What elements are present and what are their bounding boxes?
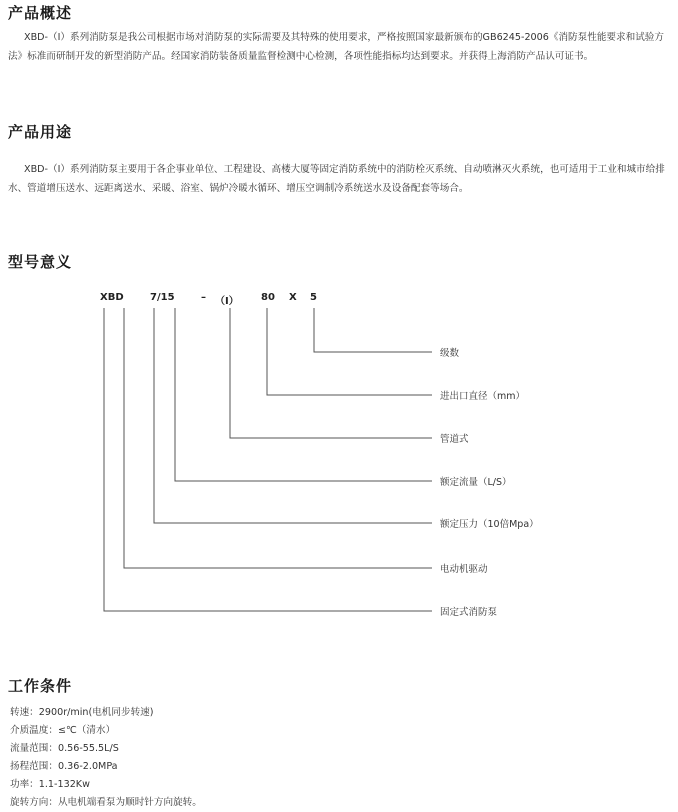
label-pressure: 额定压力（10倍Mpa）: [440, 519, 539, 530]
overview-heading: 产品概述: [8, 4, 73, 22]
code-x: X: [289, 292, 297, 303]
code-xbd: XBD: [100, 292, 124, 303]
label-stages: 级数: [440, 348, 460, 359]
code-type: （Ⅰ）: [215, 296, 239, 307]
usage-text: XBD-（Ⅰ）系列消防泵主要用于各企事业单位、工程建设、高楼大厦等固定消防系统中的消防栓灭系统、自动喷淋灭火系统，也可适用于工业和城市给排水、管道增压送水、远距离送水、采暖、浴室、锅炉冷暖水循环、增压空调制冷系统送水及设备配套等场合。: [8, 164, 665, 194]
label-pipeline: 管道式: [440, 434, 469, 445]
label-diameter: 进出口直径（mm）: [440, 391, 526, 402]
condition-head-range: 扬程范围：0.36-2.0MPa: [10, 761, 118, 772]
label-fixed-pump: 固定式消防泵: [440, 607, 498, 618]
leader-line-type: [230, 308, 432, 438]
leader-line-fixed: [104, 308, 432, 611]
code-pressure-flow: 7/15: [150, 292, 175, 303]
condition-temperature: 介质温度：≤℃（清水）: [10, 725, 116, 736]
usage-heading: 产品用途: [8, 123, 73, 141]
overview-text: XBD-（Ⅰ）系列消防泵是我公司根据市场对消防泵的实际需要及其特殊的使用要求，严格按照国家最新颁布的GB6245-2006《消防泵性能要求和试验方法》标准而研制开发的新型消防产品。经国家消防装备质量监督检测中心检测，各项性能指标均达到要求。并获得上海消防产品认可证书。: [8, 32, 664, 62]
code-diameter: 80: [261, 292, 275, 303]
condition-flow-range: 流量范围：0.56-55.5L/S: [10, 743, 119, 754]
code-dash: –: [201, 292, 206, 303]
label-flow: 额定流量（L/S）: [440, 477, 512, 488]
code-stages: 5: [310, 292, 317, 303]
condition-power: 功率：1.1-132Kw: [10, 779, 90, 790]
condition-rotation: 旋转方向：从电机端看泵为顺时针方向旋转。: [10, 797, 202, 808]
leader-line-pressure: [154, 308, 432, 523]
conditions-heading: 工作条件: [8, 677, 73, 695]
leader-line-stages: [314, 308, 432, 352]
label-motor-drive: 电动机驱动: [440, 564, 488, 575]
condition-speed: 转速：2900r/min(电机同步转速): [10, 707, 154, 718]
model-heading: 型号意义: [8, 253, 73, 271]
